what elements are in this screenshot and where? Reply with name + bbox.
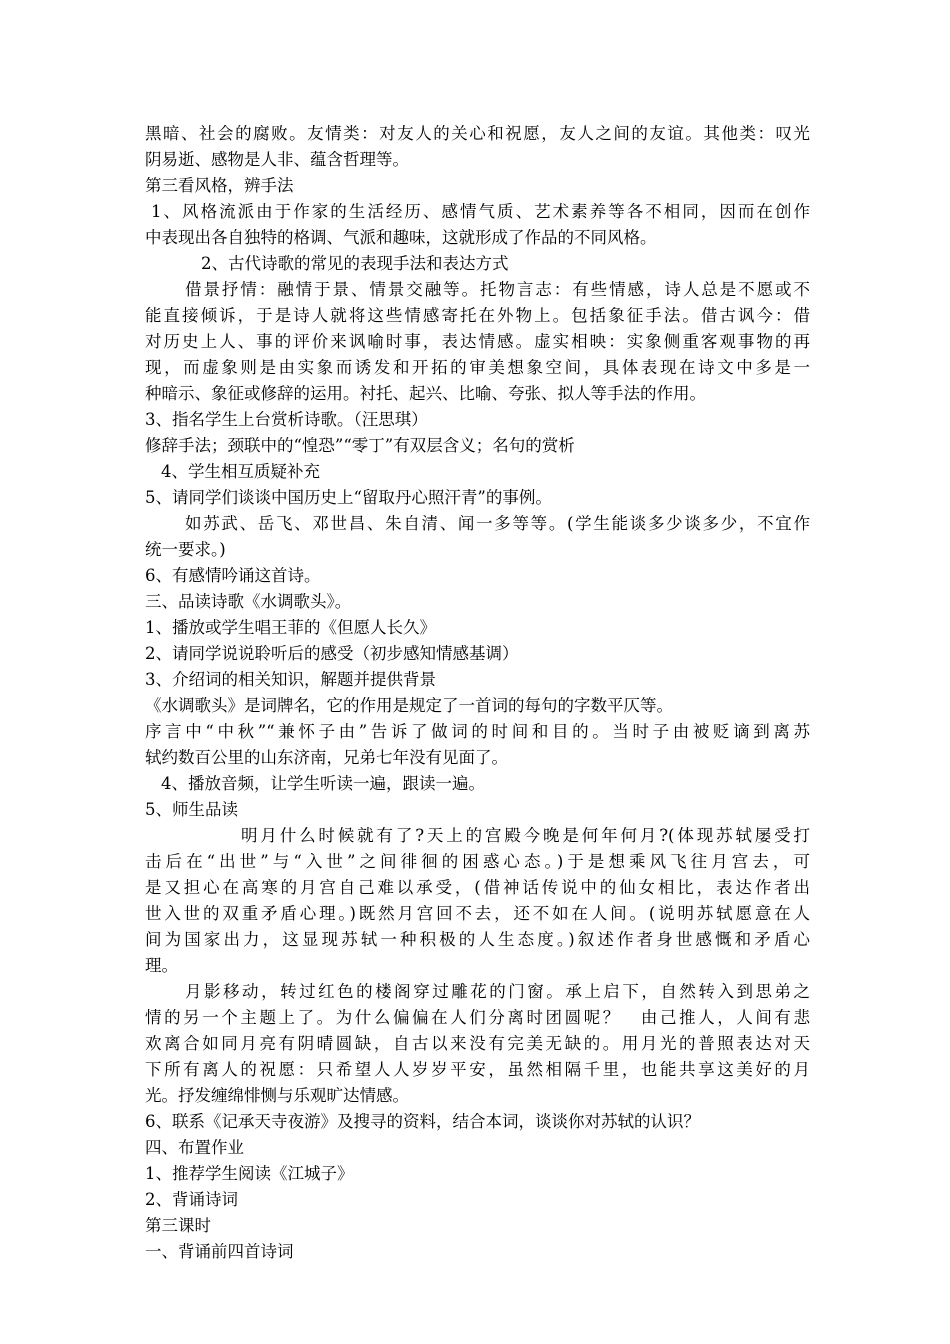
section-heading: 三、品读诗歌《水调歌头》。	[145, 592, 352, 611]
text-line: 序言中“中秋”“兼怀子由”告诉了做词的时间和目的。当时子由被贬谪到离苏	[145, 722, 810, 741]
text-line: 2、请同学说说聆听后的感受（初步感知情感基调）	[145, 644, 519, 663]
text-line: 情的另一个主题上了。为什么偏偏在人们分离时团圆呢？ 由己推人，人间有悲	[145, 1008, 810, 1027]
text-line: 统一要求。)	[145, 540, 226, 559]
text-line: 1、风格流派由于作家的生活经历、感情气质、艺术素养等各不相同，因而在创作	[151, 202, 810, 221]
text-line: 1、推荐学生阅读《江城子》	[145, 1164, 354, 1183]
section-heading: 第三看风格，辨手法	[145, 176, 294, 195]
text-line: 3、指名学生上台赏析诗歌。（汪思琪）	[145, 410, 428, 429]
text-line: 1、播放或学生唱王菲的《但愿人长久》	[145, 618, 436, 637]
text-line: 阴易逝、感物是人非、蕴含哲理等。	[145, 150, 409, 169]
text-line: 3、介绍词的相关知识，解题并提供背景	[145, 670, 436, 689]
text-line: 下所有离人的祝愿：只希望人人岁岁平安，虽然相隔千里，也能共享这美好的月	[145, 1060, 810, 1079]
text-line: 欢离合如同月亮有阴晴圆缺，自古以来没有完美无缺的。用月光的普照表达对天	[145, 1034, 810, 1053]
text-line: 中表现出各自独特的格调、气派和趣味，这就形成了作品的不同风格。	[145, 228, 657, 247]
text-line: 击后在“出世”与“入世”之间徘徊的困惑心态。)于是想乘风飞往月宫去，可	[145, 852, 810, 871]
text-line: 2、古代诗歌的常见的表现手法和表达方式	[201, 254, 509, 273]
text-line: 5、师生品读	[145, 800, 238, 819]
text-line: 是又担心在高寒的月宫自己难以承受，(借神话传说中的仙女相比，表达作者出	[145, 878, 810, 897]
text-line: 月影移动，转过红色的楼阁穿过雕花的门窗。承上启下，自然转入到思弟之	[185, 982, 810, 1001]
text-line: 修辞手法；颈联中的“惶恐”“零丁”有双层含义；名句的赏析	[145, 436, 575, 455]
text-line: 能直接倾诉，于是诗人就将这些情感寄托在外物上。包括象征手法。借古讽今：借	[145, 306, 810, 325]
text-line: 种暗示、象征或修辞的运用。衬托、起兴、比喻、夸张、拟人等手法的作用。	[145, 384, 706, 403]
text-line: 间为国家出力，这显现苏轼一种积极的人生态度。)叙述作者身世感慨和矛盾心	[145, 930, 810, 949]
text-line: 明月什么时候就有了?天上的宫殿今晚是何年何月?(体现苏轼屡受打	[241, 826, 810, 845]
text-line: 2、背诵诗词	[145, 1190, 238, 1209]
text-line: 6、有感情吟诵这首诗。	[145, 566, 321, 585]
text-line: 世入世的双重矛盾心理。)既然月宫回不去，还不如在人间。(说明苏轼愿意在人	[145, 904, 810, 923]
text-line: 6、联系《记承天寺夜游》及搜寻的资料，结合本词，谈谈你对苏轼的认识？	[145, 1112, 700, 1131]
section-heading: 四、布置作业	[145, 1138, 244, 1157]
text-line: 4、播放音频，让学生听读一遍，跟读一遍。	[161, 774, 485, 793]
text-line: 如苏武、岳飞、邓世昌、朱自清、闻一多等等。(学生能谈多少谈多少，不宜作	[185, 514, 810, 533]
text-line: 4、学生相互质疑补充	[161, 462, 320, 481]
text-line: 借景抒情：融情于景、情景交融等。托物言志：有些情感，诗人总是不愿或不	[185, 280, 810, 299]
text-line: 5、请同学们谈谈中国历史上“留取丹心照汗青”的事例。	[145, 488, 552, 507]
text-line: 《水调歌头》是词牌名，它的作用是规定了一首词的每句的字数平仄等。	[145, 696, 673, 715]
section-heading: 第三课时	[145, 1216, 211, 1235]
text-line: 黑暗、社会的腐败。友情类：对友人的关心和祝愿，友人之间的友谊。其他类：叹光	[145, 124, 810, 143]
text-line: 现，而虚象则是由实象而诱发和开拓的审美想象空间，具体表现在诗文中多是一	[145, 358, 810, 377]
section-heading: 一、背诵前四首诗词	[145, 1242, 294, 1261]
text-line: 对历史上人、事的评价来讽喻时事，表达情感。虚实相映：实象侧重客观事物的再	[145, 332, 810, 351]
document-page	[145, 121, 810, 1265]
text-line: 轼约数百公里的山东济南，兄弟七年没有见面了。	[145, 748, 508, 767]
text-line: 理。	[145, 956, 178, 975]
text-line: 光。抒发缠绵悱恻与乐观旷达情感。	[145, 1086, 409, 1105]
